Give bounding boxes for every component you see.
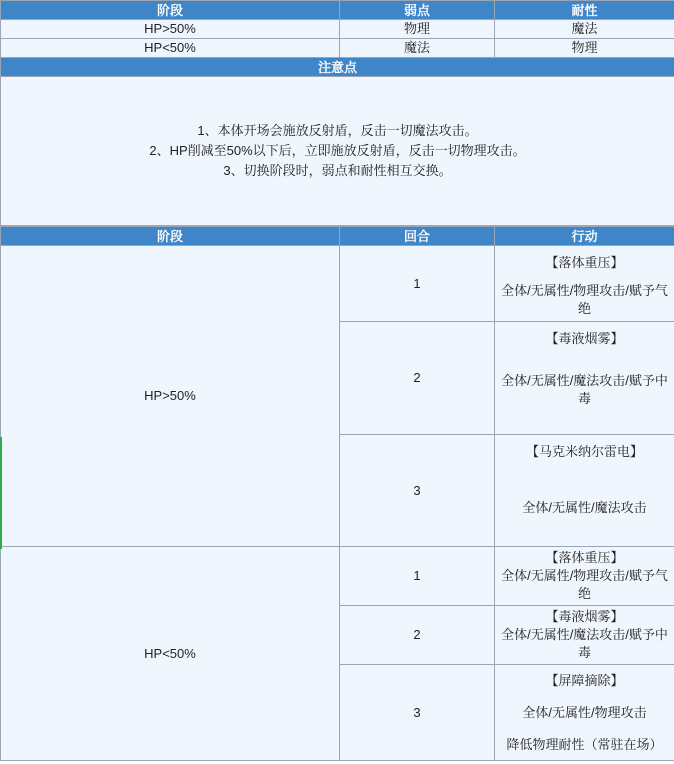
notes-body [1, 77, 674, 226]
action-row [1, 547, 674, 606]
info-weakness: 物理 [340, 20, 495, 39]
info-header-phase: 阶段 [1, 1, 340, 20]
action-name: 【毒液烟雾】 [545, 331, 624, 346]
notes-header-row [1, 58, 674, 77]
info-row [1, 39, 674, 58]
action-cell [495, 246, 674, 322]
info-resistance: 魔法 [495, 20, 674, 39]
notes-body-row [1, 77, 674, 226]
info-header-row [1, 1, 674, 20]
action-row [1, 246, 674, 322]
turn-cell: 2 [340, 606, 495, 665]
action-cell [495, 322, 674, 435]
info-resistance: 物理 [495, 39, 674, 58]
info-phase: HP>50% [1, 20, 340, 39]
left-edge-marker [0, 437, 2, 549]
note-line-2: 2、HP削减至50%以下后，立即施放反射盾，反击一切物理攻击。 [149, 143, 526, 158]
action-cell [495, 606, 674, 665]
turn-cell: 1 [340, 246, 495, 322]
turn-cell: 2 [340, 322, 495, 435]
action-name: 【屏障摘除】 [545, 672, 624, 688]
phase-cell: HP<50% [1, 547, 340, 761]
turn-cell: 3 [340, 665, 495, 761]
note-line-3: 3、切换阶段时，弱点和耐性相互交换。 [223, 163, 452, 178]
info-table [0, 0, 674, 226]
notes-title: 注意点 [1, 58, 674, 77]
turn-cell: 3 [340, 435, 495, 547]
action-desc: 全体/无属性/物理攻击 [522, 704, 647, 720]
info-phase: HP<50% [1, 39, 340, 58]
action-cell [495, 665, 674, 761]
info-row [1, 20, 674, 39]
action-desc: 全体/无属性/魔法攻击 [522, 500, 647, 515]
action-name: 【落体重压】 [545, 550, 624, 565]
action-cell [495, 547, 674, 606]
action-header-row [1, 227, 674, 246]
action-desc: 全体/无属性/魔法攻击/赋予中毒 [501, 373, 668, 406]
action-header-action: 行动 [495, 227, 674, 246]
note-line-1: 1、本体开场会施放反射盾，反击一切魔法攻击。 [197, 123, 478, 138]
action-extra: 降低物理耐性（常驻在场） [506, 736, 663, 752]
action-desc: 全体/无属性/魔法攻击/赋予中毒 [501, 627, 668, 660]
action-desc: 全体/无属性/物理攻击/赋予气绝 [501, 568, 668, 601]
action-name: 【落体重压】 [545, 255, 624, 270]
info-header-resistance: 耐性 [495, 1, 674, 20]
action-header-turn: 回合 [340, 227, 495, 246]
action-name: 【毒液烟雾】 [545, 609, 624, 624]
info-weakness: 魔法 [340, 39, 495, 58]
action-table [0, 226, 674, 761]
action-name: 【马克米纳尔雷电】 [525, 444, 643, 459]
phase-cell: HP>50% [1, 246, 340, 547]
info-header-weakness: 弱点 [340, 1, 495, 20]
action-cell [495, 435, 674, 547]
turn-cell: 1 [340, 547, 495, 606]
action-header-phase: 阶段 [1, 227, 340, 246]
action-desc: 全体/无属性/物理攻击/赋予气绝 [501, 283, 668, 316]
